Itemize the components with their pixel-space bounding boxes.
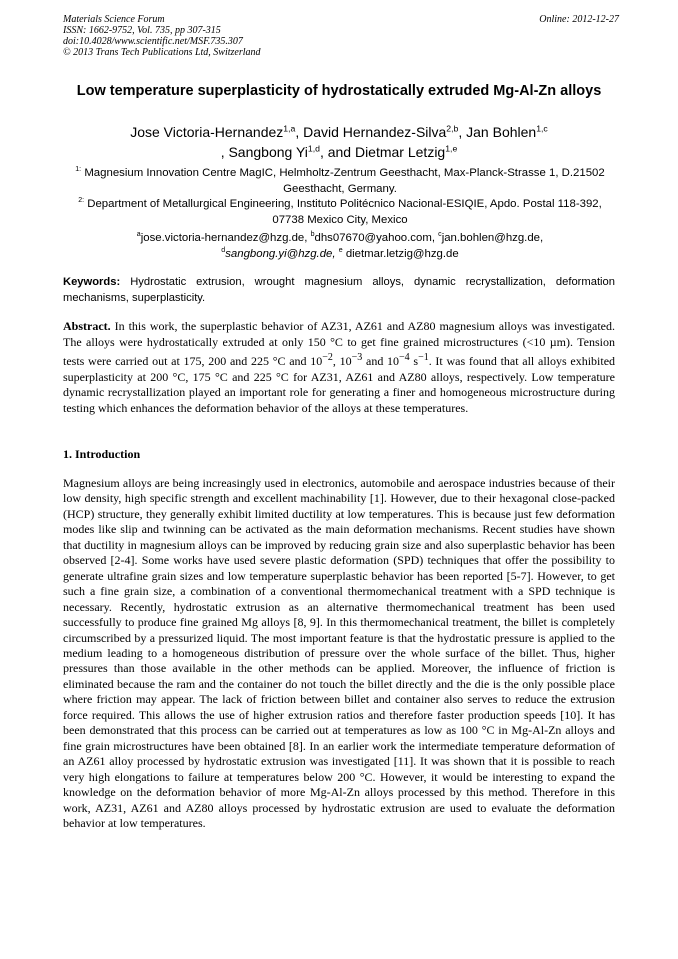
author-name: Jose Victoria-Hernandez (130, 124, 284, 140)
abstract-block: Abstract. In this work, the superplastic behavior of AZ31, AZ61 and AZ80 magnesium alloys was investigated. The alloys were hydrostatically extruded at only 150 °C to get fine grained microstructures (<10 µm). Tension tests were carried out at 175, 200 and 225 °C and $10^{-2}$, $10^{-3}$ and $10^{-4}$ $s^{-1}$. It was found that all alloys exhibited superplasticity at 200 °C, 175 °C and 225 °C for AZ31, AZ61 and AZ80 alloys, respectively. Low temperature dynamic recrystallization played an important role for generating a finer and homogeneous microstructure during testing which enhances the deformation behavior of the alloys at these temperatures. (63, 319, 616, 415)
email-link[interactable]: jan.bohlen@hzg.de, (441, 232, 544, 244)
affiliation-1: $^{1:}$ Magnesium Innovation Centre MagIC, Helmholtz-Zentrum Geesthacht, Max-Planck-Strasse 1, D.21502 Geesthacht, Germany. (75, 166, 605, 195)
affiliation-2: $^{2:}$ Department of Metallurgical Engineering, Instituto Politécnico Nacional-ESIQIE, Apdo. Postal 118-392, 07738 Mexico City, Mexico (78, 197, 602, 226)
email-link[interactable]: jose.victoria-hernandez@hzg.de, (140, 232, 311, 244)
affiliation-sup: 1: (75, 166, 82, 174)
issn-line: ISSN: 1662-9752, Vol. 735, pp 307-315 (63, 25, 221, 36)
author-sup: 2,b (446, 123, 459, 134)
email-link[interactable]: sangbong.yi@hzg.de, (225, 247, 339, 260)
journal-header (63, 14, 619, 58)
online-date: Online: 2012-12-27 (539, 14, 619, 25)
journal-name: Materials Science Forum (63, 14, 165, 25)
email-link[interactable]: dhs07670@yahoo.com, (314, 232, 439, 244)
copyright-line: © 2013 Trans Tech Publications Ltd, Switzerland (63, 47, 261, 58)
affiliation-sup: 2: (78, 197, 85, 205)
abstract-label: Abstract. (63, 319, 111, 333)
author-name: , and Dietmar Letzig (319, 144, 446, 160)
doi-line: doi:10.4028/www.scientific.net/MSF.735.307 (63, 36, 243, 47)
author-name: , Jan Bohlen (458, 124, 537, 140)
affiliations (70, 166, 610, 228)
author-list (63, 122, 615, 162)
author-name: , Sangbong Yi (220, 144, 308, 160)
author-sup: 1,c (536, 123, 548, 134)
introduction-body (63, 476, 615, 831)
introduction-paragraph: Magnesium alloys are being increasingly used in electronics, automobile and aerospace industries because of their low density, high specific strength and excellent machinability [1]. However, due to their hexagonal close-packed (HCP) structure, they generally exhibit limited ductility at low temperatures. This is because just few deformation modes like slip and twinning can be activated as the main deformation mechanisms. Recent studies have shown that ductility in magnesium alloys can be improved by reducing grain size and also superplastic behavior has been observed [2-4]. Some works have used severe plastic deformation (SPD) techniques that offer the possibility to generate ultrafine grain sizes and low temperature superplastic behavior has been reported [5-7]. However, to get such a fine grain size, a combination of a conventional thermomechanical treatment with a SPD technique is necessary. Recently, hydrostatic extrusion as an alternative thermomechanical treatment has been used successfully to produce fine grained Mg alloys [8, 9]. In this thermomechanical treatment, the billet is completely circumscribed by a pressurized liquid. The most important feature is that the hydrostatic pressure is applied to the medium leading to a homogeneous distribution of pressure over the whole surface of the billet. Thus, higher pressures than those available in the other methods can be applied. Moreover, the influence of friction is eliminated because the ram and the container do not touch the billet directly and the die is the only possible place where friction may appear. The lack of friction between billet and container also serves to reduce the extrusion force required. This allows the use of higher extrusion ratios and therefore faster production speeds [10]. It has been demonstrated that this process can be carried out at temperatures as low as 100 °C in Mg-Al-Zn alloys and fine grain microstructures have been obtained [8]. In an earlier work the intermediate temperature deformation of an AZ61 alloy processed by hydrostatic extrusion was investigated [11]. It was shown that it is possible to reach very high elongations to failure at temperatures below 200 °C. However, it would be interesting to expand the knowledge on the deformation behavior of more Mg-Al-Zn alloys processed by this method. Therefore in this work, AZ31, AZ61 and AZ80 alloys processed by hydrostatic extrusion are used to evaluate the deformation behavior at low temperatures. (63, 476, 615, 830)
keywords-text: Hydrostatic extrusion, wrought magnesium alloys, dynamic recrystallization, deformation mechanisms, superplasticity. (63, 276, 615, 304)
author-sup: 1,e (445, 143, 458, 154)
section-heading-introduction: 1. Introduction (63, 447, 141, 461)
email-link[interactable]: dietmar.letzig@hzg.de (342, 247, 459, 260)
keywords-label: Keywords: (63, 276, 121, 288)
author-name: , David Hernandez-Silva (295, 124, 447, 140)
author-sup: 1,d (307, 143, 320, 154)
author-sup: 1,a (283, 123, 296, 134)
author-emails: $^a$jose.victoria-hernandez@hzg.de, $^b$dhs07670@yahoo.com, $^c$jan.bohlen@hzg.de, $^d$sangbong.yi@hzg.de, $^e$ dietmar.letzig@hzg.de (136, 231, 544, 260)
paper-title: Low temperature superplasticity of hydrostatically extruded Mg-Al-Zn alloys (76, 83, 602, 99)
keywords-block (63, 275, 615, 306)
